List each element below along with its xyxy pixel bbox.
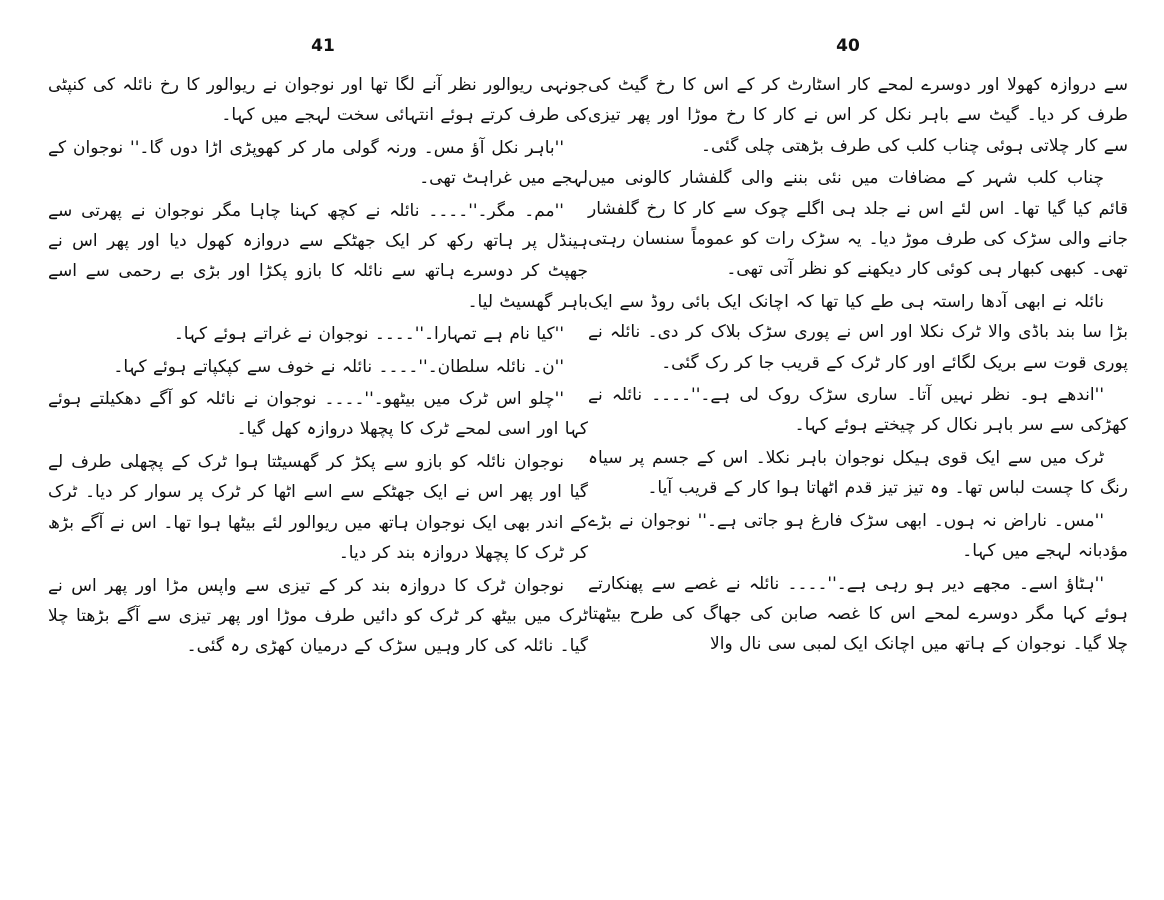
paragraph: ''اندھے ہو۔ نظر نہیں آتا۔ ساری سڑک روک لی ہے۔''۔۔۔۔ نائلہ نے کھڑکی سے سر باہر نکال کر چیختے ہوئے کہا۔ [588, 385, 1128, 436]
left-page [48, 34, 588, 894]
page-number: 41 [311, 36, 335, 56]
page-number: 40 [836, 36, 860, 56]
paragraph: ''کیا نام ہے تمہارا۔''۔۔۔۔ نوجوان نے غراتے ہوئے کہا۔ [173, 324, 564, 345]
paragraph: نوجوان نائلہ کو بازو سے پکڑ کر گھسیٹتا ہوا ٹرک کے پچھلی طرف لے گیا اور پھر اس نے ایک جھٹکے سے اسے اٹھا کر ٹرک پر سوار کر دیا۔ ٹرک کے اندر بھی ایک نوجوان ہاتھ میں ریوالور لئے بیٹھا ہوا تھا۔ اس نے آگے بڑھ کر ٹرک کا پچھلا دروازہ بند کر دیا۔ [48, 451, 588, 564]
paragraph: ''باہر نکل آؤ مس۔ ورنہ گولی مار کر کھوپڑی اڑا دوں گا۔'' نوجوان کے لہجے میں غراہٹ تھی۔ [48, 137, 588, 189]
paragraph: چناب کلب شہر کے مضافات میں نئی بننے والی گلفشار کالونی میں قائم کیا گیا تھا۔ اس لئے اس نے جلد ہی اگلے چوک سے کار کا رخ گلفشار جانے والی سڑک کی طرف موڑ دیا۔ یہ سڑک رات کو عموماً سنسان رہتی تھی۔ کبھی کبھار ہی کوئی کار دیکھنے کو نظر آتی تھی۔ [588, 168, 1128, 280]
paragraph: ''مس۔ ناراض نہ ہوں۔ ابھی سڑک فارغ ہو جاتی ہے۔'' نوجوان نے بڑے مؤدبانہ لہجے میں کہا۔ [588, 510, 1128, 562]
paragraph: ''ن۔ نائلہ سلطان۔''۔۔۔۔ نائلہ نے خوف سے کپکپاتے ہوئے کہا۔ [113, 356, 564, 377]
paragraph: جونہی ریوالور نظر آنے لگا تھا اور نوجوان نے ریوالور کا رخ نائلہ کی کنپٹی کی طرف کرتے ہوئے انتہائی سخت لہجے میں کہا۔ [48, 75, 588, 126]
paragraph: ''چلو اس ٹرک میں بیٹھو۔''۔۔۔۔ نوجوان نے نائلہ کو آگے دھکیلتے ہوئے کہا اور اسی لمحے ٹرک کا پچھلا دروازہ کھل گیا۔ [48, 389, 588, 440]
right-page [588, 34, 1128, 894]
paragraph: نائلہ نے ابھی آدھا راستہ ہی طے کیا تھا کہ اچانک ایک بائی روڈ سے ایک بڑا سا بند باڈی والا ٹرک نکلا اور اس نے پوری سڑک بلاک کر دی۔ نائلہ نے پوری قوت سے بریک لگائے اور کار ٹرک کے قریب جا کر رک گئی۔ [588, 291, 1128, 373]
paragraph: سے دروازہ کھولا اور دوسرے لمحے کار اسٹارٹ کر کے اس کا رخ گیٹ کی طرف کر دیا۔ گیٹ سے باہر نکل کر اس نے کار کا رخ موڑا اور پھر تیزی سے کار چلاتی ہوئی چناب کلب کی طرف بڑھتی چلی گئی۔ [588, 75, 1128, 156]
paragraph: ''مم۔ مگر۔''۔۔۔۔ نائلہ نے کچھ کہنا چاہا مگر نوجوان نے پھرتی سے ہینڈل پر ہاتھ رکھ کر ایک جھٹکے سے دروازہ کھول دیا اور پھر اس نے جھپٹ کر دوسرے ہاتھ سے نائلہ کا بازو پکڑا اور بڑی بے رحمی سے اسے باہر گھسیٹ لیا۔ [48, 200, 588, 312]
paragraph: نوجوان ٹرک کا دروازہ بند کر کے تیزی سے واپس مڑا اور پھر اس نے ٹرک میں بیٹھ کر ٹرک کو دائیں طرف موڑا اور پھر تیزی سے آگے بڑھتا چلا گیا۔ نائلہ کی کار وہیں سڑک کے درمیان کھڑی رہ گئی۔ [48, 575, 588, 657]
paragraph: ٹرک میں سے ایک قوی ہیکل نوجوان باہر نکلا۔ اس کے جسم پر سیاہ رنگ کا چست لباس تھا۔ وہ تیز تیز قدم اٹھاتا ہوا کار کے قریب آیا۔ [588, 447, 1128, 499]
paragraph: ''ہٹاؤ اسے۔ مجھے دیر ہو رہی ہے۔''۔۔۔۔ نائلہ نے غصے سے پھنکارتے ہوئے کہا مگر دوسرے لمحے اس کا غصہ صابن کی جھاگ کی طرح بیٹھتا چلا گیا۔ نوجوان کے ہاتھ میں اچانک ایک لمبی سی نال والا [588, 573, 1128, 655]
